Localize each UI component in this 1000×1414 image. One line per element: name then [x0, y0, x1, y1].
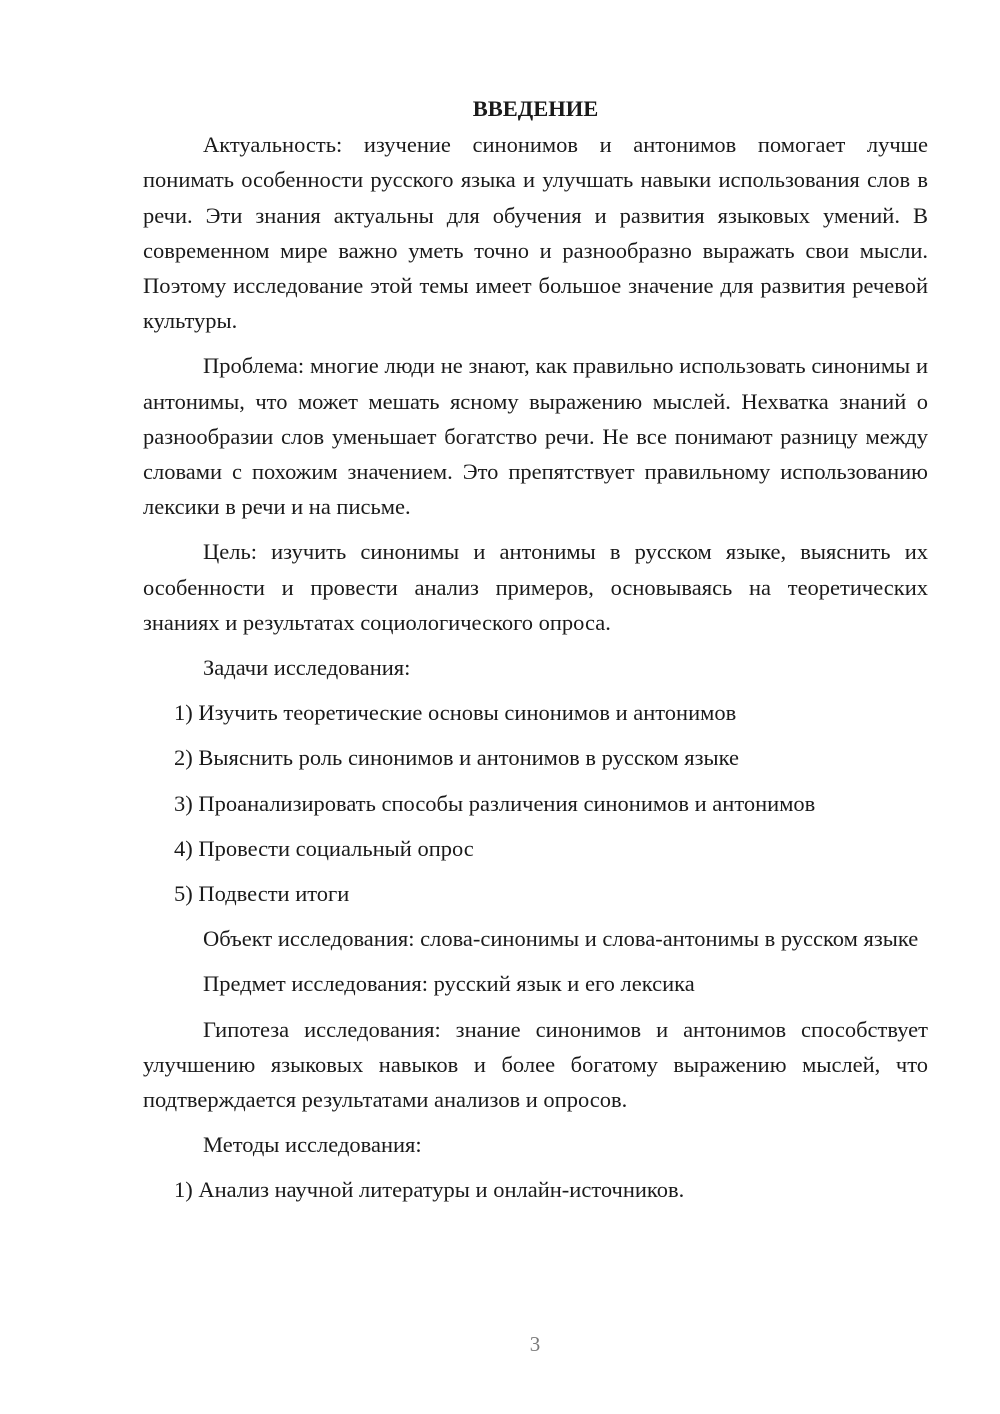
object-paragraph: Объект исследования: слова-синонимы и слова-антонимы в русском языке — [203, 926, 919, 952]
task-item-1: 1) Изучить теоретические основы синонимов и антонимов — [174, 700, 737, 726]
page-number: 3 — [529, 1332, 541, 1356]
task-item-3: 3) Проанализировать способы различения синонимов и антонимов — [174, 790, 816, 816]
page-content — [143, 91, 928, 1218]
methods-title: Методы исследования: — [203, 1132, 422, 1158]
problem-paragraph: Проблема: многие люди не знают, как правильно использовать синонимы и антонимы, что может мешать ясному выражению мыслей. Нехватка знаний о разнообразии слов уменьшает богатство речи. Не все понимают разницу между словами с похожим значением. Это препятствует правильному использованию лексики в речи и на письме. — [143, 353, 928, 520]
tasks-list — [143, 695, 928, 911]
method-item-1: 1) Анализ научной литературы и онлайн-источников. — [174, 1177, 685, 1203]
goal-paragraph: Цель: изучить синонимы и антонимы в русском языке, выяснить их особенности и провести анализ примеров, основываясь на теоретических знаниях и результатах социологического опроса. — [143, 539, 928, 635]
task-item-4: 4) Провести социальный опрос — [174, 835, 474, 861]
task-item-2: 2) Выяснить роль синонимов и антонимов в русском языке — [174, 745, 739, 771]
subject-paragraph: Предмет исследования: русский язык и его лексика — [203, 971, 695, 997]
methods-list — [143, 1172, 928, 1207]
tasks-title: Задачи исследования: — [203, 655, 411, 681]
section-heading: ВВЕДЕНИЕ — [472, 96, 599, 121]
task-item-5: 5) Подвести итоги — [174, 881, 350, 907]
relevance-paragraph: Актуальность: изучение синонимов и антонимов помогает лучше понимать особенности русского языка и улучшать навыки использования слов в речи. Эти знания актуальны для обучения и развития языковых умений. В современном мире важно уметь точно и разнообразно выражать свои мысли. Поэтому исследование этой темы имеет большое значение для развития речевой культуры. — [143, 132, 928, 334]
hypothesis-paragraph: Гипотеза исследования: знание синонимов и антонимов способствует улучшению языковых навыков и более богатому выражению мыслей, что подтверждается результатами анализов и опросов. — [143, 1016, 928, 1113]
